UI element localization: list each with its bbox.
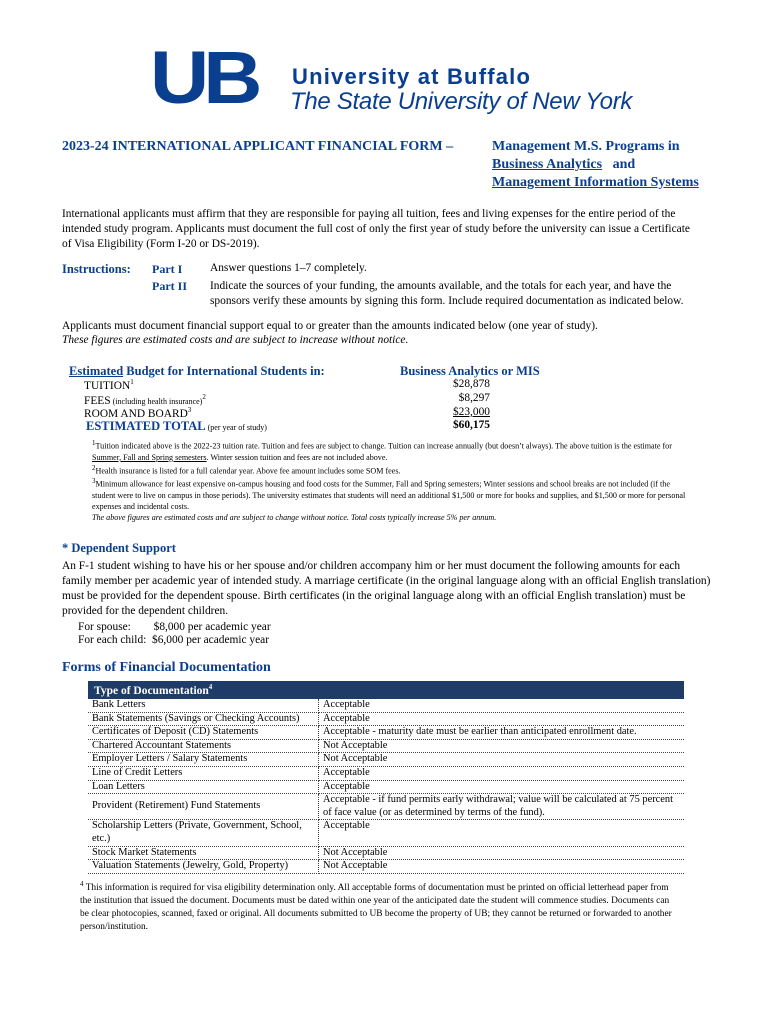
dependent-support-text: An F-1 student wishing to have his or her spouse and/or children accompany him or her must document the following amounts for each family member per academic year of intended study. A marriage certificate (in the original language along with an official English translation) must be provided for the dependent spouse. Birth certificates (in the original language along with an official English translation) must be provided for the dependent children. [62, 560, 711, 617]
budget-column-heading: Business Analytics or MIS [400, 364, 540, 378]
table-row [88, 753, 684, 767]
doc-type-cell: Loan Letters [88, 780, 319, 794]
part2-text: Indicate the sources of your funding, the amounts available, and the totals for each year, and have the sponsors verify these amounts by signing this form. Include required documentation as indicated below. [210, 280, 684, 307]
table-row [88, 846, 684, 860]
budget-footnotes [92, 438, 692, 523]
university-subtitle: The State University of New York [290, 88, 633, 115]
footnote-1-text-b: . Winter session tuition and fees are not included above. [206, 452, 388, 462]
doc-type-cell: Line of Credit Letters [88, 766, 319, 780]
table-row [88, 820, 684, 846]
university-name: University at Buffalo [292, 64, 532, 89]
form-title: 2023-24 INTERNATIONAL APPLICANT FINANCIAL FORM – [62, 139, 454, 154]
footnote-1-underlined: Summer, Fall and Spring semesters [92, 452, 207, 462]
table-row [88, 699, 684, 712]
doc-status-cell: Not Acceptable [319, 753, 685, 767]
doc-type-cell: Employer Letters / Salary Statements [88, 753, 319, 767]
footnote-italic: The above figures are estimated costs and are subject to change without notice. Total costs typically increase 5% per annum. [92, 513, 497, 523]
fees-value: $8,297 [458, 392, 490, 404]
program-business-analytics: Business Analytics [492, 157, 603, 172]
program-title-line2 [492, 157, 635, 173]
footnote-3 [92, 476, 692, 512]
estimated-total-note: (per year of study) [205, 423, 267, 432]
doc-type-cell: Chartered Accountant Statements [88, 739, 319, 753]
estimated-total-text: ESTIMATED TOTAL [86, 419, 206, 433]
part1-label: Part I [152, 262, 183, 276]
program-title-line3: Management Information Systems [492, 175, 699, 190]
doc-type-cell: Bank Letters [88, 699, 319, 712]
footnote-2-text: Health insurance is listed for a full calendar year. Above fee amount includes some SOM fees. [95, 466, 401, 476]
table-row [88, 726, 684, 740]
fees-label [84, 393, 206, 407]
fees-label-text: FEES [84, 394, 111, 407]
table-row [88, 712, 684, 726]
support-requirement: Applicants must document financial support equal to or greater than the amounts indicated below (one year of study). [62, 320, 598, 332]
fees-footnote-ref: 2 [202, 393, 206, 401]
table-body [88, 699, 684, 873]
table-row [88, 766, 684, 780]
tuition-footnote-ref: 1 [130, 378, 134, 386]
room-board-label [84, 406, 191, 420]
part2-label: Part II [152, 279, 187, 293]
documentation-footnote [80, 878, 680, 933]
tuition-label-text: TUITION [84, 379, 131, 392]
tuition-label [84, 378, 134, 392]
documentation-table [88, 681, 684, 874]
part1-text: Answer questions 1–7 completely. [210, 262, 367, 274]
table-row [88, 739, 684, 753]
doc-status-cell: Acceptable [319, 766, 685, 780]
room-board-label-text: ROOM AND BOARD [84, 407, 188, 420]
budget-heading-estimated: Estimated [69, 364, 124, 378]
table-row [88, 860, 684, 874]
footnote-3-text: Minimum allowance for least expensive on-campus housing and food costs for the Summer, Fall and Spring semesters; Winter sessions and school breaks are not included (if the student were to live on campus in those periods). The university estimates that students will need an additional $1,500 or more for books and supplies, and $1,500 or more for personal expenses and incidental costs. [92, 480, 686, 512]
table-header-footnote-ref: 4 [208, 683, 213, 692]
doc-status-cell: Acceptable - if fund permits early withdrawal; value will be calculated at 75 percent of face value (or as determined by terms of the fund). [319, 794, 685, 820]
documentation-footnote-text: This information is required for visa eligibility determination only. All acceptable forms of documentation must be printed on official letterhead paper from the institution that issued the document. Documents must be dated within one year of the anticipated date the student will commence studies. Documents can be clear photocopies, scanned, faxed or original. All documents submitted to UB become the property of UB; they cannot be returned or forwarded to another person/institution. [80, 883, 672, 932]
spouse-amount: For spouse: $8,000 per academic year [78, 621, 271, 633]
program-title-line1: Management M.S. Programs in [492, 139, 680, 154]
table-row [88, 794, 684, 820]
documentation-footnote-mark: 4 [80, 880, 84, 888]
doc-status-cell: Acceptable [319, 699, 685, 712]
footnote-1-text-a: Tuition indicated above is the 2022-23 tuition rate. Tuition and fees are subject to change. Tuition can increase annually (but doesn’t always). The above tuition is the estimate for [95, 441, 672, 451]
doc-status-cell: Acceptable [319, 712, 685, 726]
estimated-total-value: $60,175 [452, 419, 490, 431]
ub-logo-icon [150, 47, 280, 117]
table-row [88, 780, 684, 794]
footnote-1 [92, 438, 692, 463]
tuition-value: $28,878 [452, 378, 490, 390]
doc-status-cell: Not Acceptable [319, 860, 685, 874]
footnote-3-mark: 3 [92, 477, 96, 486]
support-note: These figures are estimated costs and are subject to increase without notice. [62, 334, 409, 346]
doc-type-cell: Scholarship Letters (Private, Government, School, etc.) [88, 820, 319, 846]
footnote-2-mark: 2 [92, 463, 96, 472]
doc-type-cell: Certificates of Deposit (CD) Statements [88, 726, 319, 740]
budget-heading [69, 364, 325, 379]
doc-type-cell: Bank Statements (Savings or Checking Accounts) [88, 712, 319, 726]
room-board-value: $23,000 [452, 406, 490, 418]
program-and: and [602, 157, 636, 172]
fees-note: (including health insurance) [110, 396, 203, 406]
doc-type-cell: Provident (Retirement) Fund Statements [88, 794, 319, 820]
documentation-heading: Forms of Financial Documentation [62, 660, 271, 675]
child-amount: For each child: $6,000 per academic year [78, 634, 270, 646]
doc-type-cell: Valuation Statements (Jewelry, Gold, Property) [88, 860, 319, 874]
doc-status-cell: Acceptable [319, 820, 685, 846]
table-header-row [88, 681, 684, 699]
estimated-total-label [86, 419, 267, 434]
room-footnote-ref: 3 [187, 406, 192, 414]
ub-logo-text: UB [150, 47, 257, 117]
budget-heading-rest: Budget for International Students in: [123, 364, 325, 378]
instructions-label: Instructions: [62, 262, 131, 276]
doc-status-cell: Acceptable [319, 780, 685, 794]
dependent-support-heading: * Dependent Support [62, 541, 176, 555]
table-header [88, 681, 684, 699]
table-header-text: Type of Documentation [94, 684, 209, 697]
doc-status-cell: Acceptable - maturity date must be earlier than anticipated enrollment date. [319, 726, 685, 740]
doc-status-cell: Not Acceptable [319, 846, 685, 860]
footnote-2 [92, 463, 692, 477]
doc-type-cell: Stock Market Statements [88, 846, 319, 860]
intro-paragraph: International applicants must affirm that they are responsible for paying all tuition, fees and living expenses for the entire period of the intended study program. Applicants must document the full cost of only the first year of study before the university can issue a Certificate of Visa Eligibility (Form I-20 or DS-2019). [62, 208, 690, 250]
footnote-1-mark: 1 [92, 439, 96, 447]
doc-status-cell: Not Acceptable [319, 739, 685, 753]
